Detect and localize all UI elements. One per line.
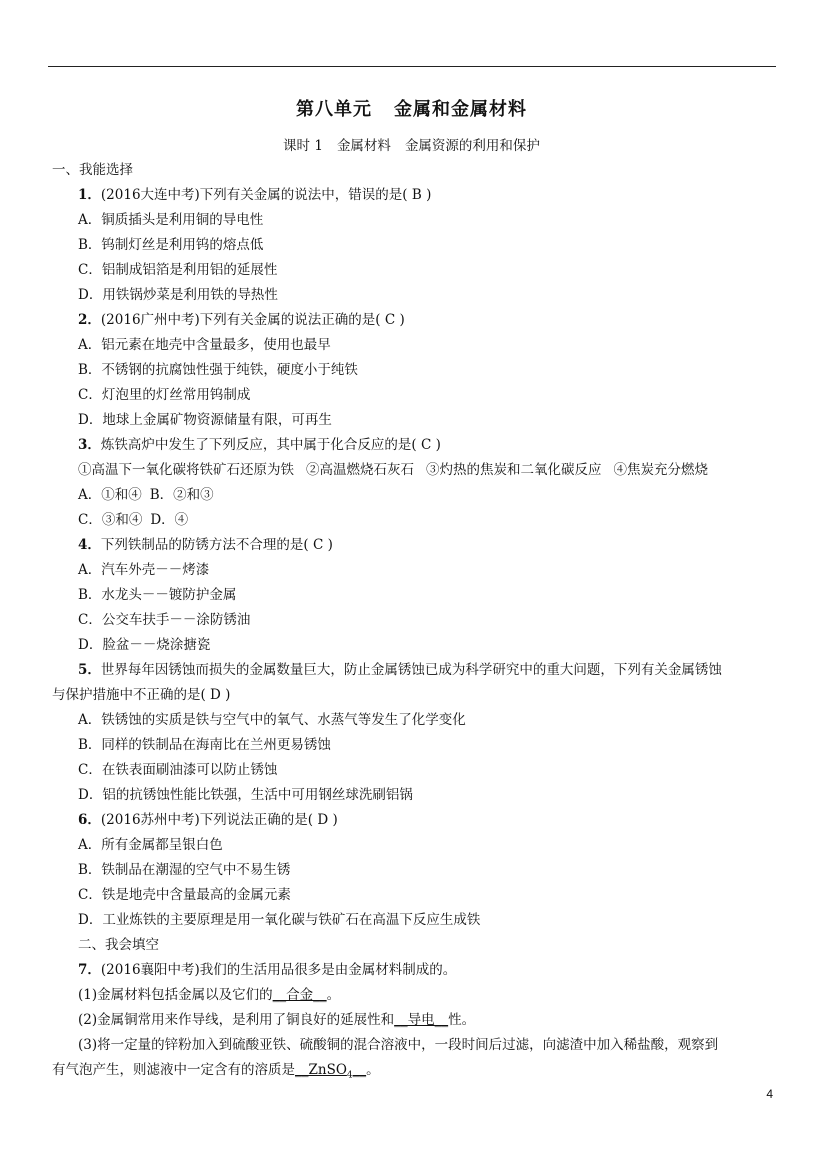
sub-question-text: 有气泡产生，则滤液中一定含有的溶质是	[52, 1062, 295, 1078]
lesson-subtitle	[0, 134, 823, 154]
reaction-item: ③灼热的焦炭和二氧化碳反应	[426, 462, 602, 478]
option: B．不锈钢的抗腐蚀性强于纯铁，硬度小于纯铁	[78, 362, 358, 378]
option: B．水龙头－－镀防护金属	[78, 587, 237, 603]
question-number: 7．	[78, 962, 101, 978]
question-number: 5．	[78, 662, 101, 678]
option: C．在铁表面刷油漆可以防止锈蚀	[78, 762, 278, 778]
header-rule	[48, 66, 776, 67]
answer-blank: __导电__	[394, 1012, 449, 1028]
question-source: (2016苏州中考)	[100, 812, 200, 828]
sub-question-text: 。	[326, 987, 341, 1003]
option: D．铝的抗锈蚀性能比铁强，生活中可用钢丝球洗刷铝锅	[78, 787, 413, 803]
option: B．同样的铁制品在海南比在兰州更易锈蚀	[78, 737, 331, 753]
option: D．脸盆－－烧涂搪瓷	[78, 637, 211, 653]
option-row	[52, 483, 774, 508]
question-stem: 世界每年因锈蚀而损失的金属数量巨大，防止金属锈蚀已成为科学研究中的重大问题，下列有关金属锈蚀	[100, 662, 722, 678]
option: A．所有金属都呈银白色	[78, 837, 223, 853]
lesson-number: 课时 1	[283, 138, 323, 154]
answer-blank-tail: __	[352, 1062, 367, 1078]
question-stem-continued: 与保护措施中不正确的是( D )	[52, 687, 231, 703]
option: D．地球上金属矿物资源储量有限，可再生	[78, 412, 332, 428]
question-number: 2．	[78, 312, 101, 328]
question-number: 6．	[78, 812, 101, 828]
option: D．工业炼铁的主要原理是用一氧化碳与铁矿石在高温下反应生成铁	[78, 912, 481, 928]
sub-question-2	[52, 1008, 774, 1033]
question-stem: 我们的生活用品很多是由金属材料制成的。	[199, 962, 457, 978]
question-6	[52, 808, 774, 833]
question-source: (2016大连中考)	[100, 187, 200, 203]
lesson-topic-1: 金属材料	[336, 138, 391, 154]
option: C．公交车扶手－－涂防锈油	[78, 612, 251, 628]
option: C．③和④	[78, 512, 143, 528]
option: C．灯泡里的灯丝常用钨制成	[78, 387, 251, 403]
option: B．铁制品在潮湿的空气中不易生锈	[78, 862, 291, 878]
option: A．①和④	[78, 487, 142, 503]
question-number: 3．	[78, 437, 101, 453]
question-stem: 下列说法正确的是( D )	[199, 812, 338, 828]
option: A．汽车外壳－－烤漆	[78, 562, 210, 578]
question-3	[52, 433, 774, 458]
sub-question-text: 。	[366, 1062, 380, 1078]
sub-question-text: (1)金属材料包括金属以及它们的	[78, 987, 273, 1003]
option-row	[52, 508, 774, 533]
question-4	[52, 533, 774, 558]
answer-formula: __ZnSO	[295, 1062, 347, 1078]
section-heading: 一、我能选择	[52, 162, 133, 178]
option: D．④	[150, 512, 189, 528]
question-number: 4．	[78, 537, 101, 553]
question-stem: 下列铁制品的防锈方法不合理的是( C )	[100, 537, 333, 553]
sub-question-3-continued	[52, 1058, 774, 1089]
question-stem: 下列有关金属的说法正确的是( C )	[199, 312, 405, 328]
option: B．②和③	[149, 487, 214, 503]
option: B．钨制灯丝是利用钨的熔点低	[78, 237, 264, 253]
option: C．铁是地壳中含量最高的金属元素	[78, 887, 291, 903]
question-1	[52, 183, 774, 208]
lesson-topic-2: 金属资源的利用和保护	[404, 138, 540, 154]
question-source: (2016广州中考)	[100, 312, 200, 328]
option: A．铜质插头是利用铜的导电性	[78, 212, 264, 228]
page-number: 4	[766, 1087, 773, 1101]
document-body	[52, 158, 774, 1089]
section-heading: 二、我会填空	[78, 937, 159, 953]
question-stem: 下列有关金属的说法中，错误的是( B )	[199, 187, 432, 203]
option: A．铁锈蚀的实质是铁与空气中的氧气、水蒸气等发生了化学变化	[78, 712, 466, 728]
sub-question-text: (2)金属铜常用来作导线，是利用了铜良好的延展性和	[78, 1012, 395, 1028]
question-number: 1．	[78, 187, 101, 203]
question-5	[52, 658, 774, 683]
reaction-list	[52, 458, 774, 483]
question-7	[52, 958, 774, 983]
question-2	[52, 308, 774, 333]
option: C．铝制成铝箔是利用铝的延展性	[78, 262, 278, 278]
sub-question-1	[52, 983, 774, 1008]
reaction-item: ①高温下一氧化碳将铁矿石还原为铁	[78, 462, 294, 478]
reaction-item: ②高温燃烧石灰石	[306, 462, 414, 478]
question-source: (2016襄阳中考)	[100, 962, 200, 978]
sub-question-3: (3)将一定量的锌粉加入到硫酸亚铁、硫酸铜的混合溶液中，一段时间后过滤，向滤渣中加入稀盐酸，观察到	[78, 1037, 719, 1053]
question-stem: 炼铁高炉中发生了下列反应，其中属于化合反应的是( C )	[100, 437, 441, 453]
unit-number: 第八单元	[296, 99, 372, 120]
unit-title	[0, 95, 823, 121]
option: D．用铁锅炒菜是利用铁的导热性	[78, 287, 278, 303]
option: A．铝元素在地壳中含量最多，使用也最早	[78, 337, 331, 353]
reaction-item: ④焦炭充分燃烧	[613, 462, 708, 478]
sub-question-text: 性。	[448, 1012, 476, 1028]
answer-blank	[295, 1062, 367, 1081]
unit-name: 金属和金属材料	[394, 99, 527, 120]
answer-subscript: 4	[346, 1070, 353, 1081]
answer-blank: __合金__	[272, 987, 327, 1003]
